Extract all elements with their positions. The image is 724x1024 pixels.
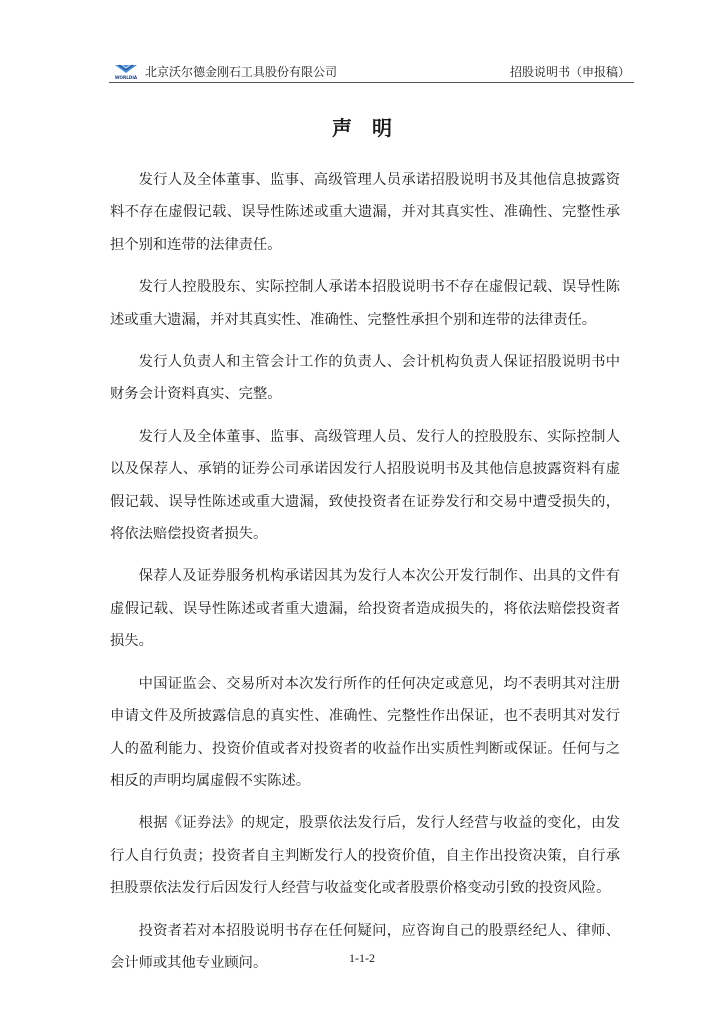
paragraph: 保荐人及证券服务机构承诺因其为发行人本次公开发行制作、出具的文件有虚假记载、误导性陈述或者重大遗漏，给投资者造成损失的，将依法赔偿投资者损失。 [110,568,620,650]
paragraph: 中国证监会、交易所对本次发行所作的任何决定或意见，均不表明其对注册申请文件及所披露信息的真实性、准确性、完整性作出保证，也不表明其对发行人的盈利能力、投资价值或者对投资者的收益作出实质性判断或保证。任何与之相反的声明均属虚假不实陈述。 [110,675,620,789]
declaration-body [110,164,620,989]
paragraph: 发行人及全体董事、监事、高级管理人员承诺招股说明书及其他信息披露资料不存在虚假记载、误导性陈述或重大遗漏，并对其真实性、准确性、完整性承担个别和连带的法律责任。 [110,172,620,253]
logo-mark-icon [109,64,143,80]
header-divider [109,82,634,83]
page-number: 1-1-2 [349,951,375,965]
paragraph: 发行人负责人和主管会计工作的负责人、会计机构负责人保证招股说明书中财务会计资料真实、完整。 [110,354,620,403]
paragraph: 发行人及全体董事、监事、高级管理人员、发行人的控股股东、实际控制人以及保荐人、承销的证券公司承诺因发行人招股说明书及其他信息披露资料有虚假记载、误导性陈述或重大遗漏，致使投资者在证券发行和交易中遭受损失的，将依法赔偿投资者损失。 [110,428,620,543]
document-type: 招股说明书（申报稿） [509,65,630,79]
worldia-logo [109,64,143,80]
paragraph: 发行人控股股东、实际控制人承诺本招股说明书不存在虚假记载、误导性陈述或重大遗漏，并对其真实性、准确性、完整性承担个别和连带的法律责任。 [110,279,620,328]
logo-wordmark: WORLDIA [114,75,138,80]
page-header [109,62,634,82]
paragraph: 投资者若对本招股说明书存在任何疑问，应咨询自己的股票经纪人、律师、会计师或其他专业顾问。 [110,922,620,971]
company-name: 北京沃尔德金刚石工具股份有限公司 [145,65,338,79]
page-title: 声明 [332,116,412,140]
paragraph: 根据《证券法》的规定，股票依法发行后，发行人经营与收益的变化，由发行人自行负责；投资者自主判断发行人的投资价值，自主作出投资决策，自行承担股票依法发行后因发行人经营与收益变化或者股票价格变动引致的投资风险。 [110,815,620,897]
